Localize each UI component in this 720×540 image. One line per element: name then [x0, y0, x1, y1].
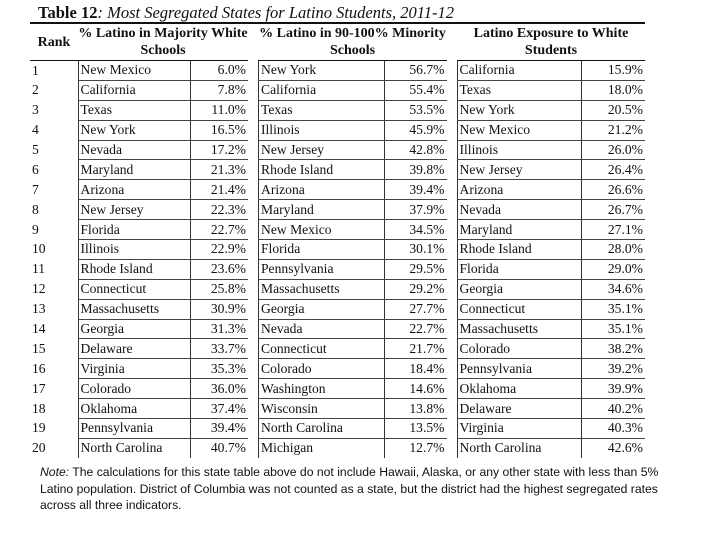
exposure-percent: 40.2%	[581, 399, 645, 419]
table-row	[30, 339, 645, 359]
exposure-state: Connecticut	[457, 299, 581, 319]
column-gap	[447, 319, 458, 339]
minority-school-percent: 13.5%	[385, 419, 447, 439]
header-majority-white: % Latino in Majority White Schools	[78, 23, 248, 61]
exposure-percent: 34.6%	[581, 279, 645, 299]
table-row	[30, 240, 645, 260]
majority-white-percent: 22.3%	[190, 200, 248, 220]
rank-cell: 17	[32, 380, 46, 396]
majority-white-percent: 23.6%	[190, 259, 248, 279]
exposure-state: Texas	[457, 80, 581, 100]
majority-white-percent: 33.7%	[190, 339, 248, 359]
segregation-table	[30, 22, 645, 458]
rank-cell: 16	[32, 360, 46, 376]
column-gap	[248, 80, 259, 100]
rank-cell: 20	[32, 440, 46, 456]
column-gap	[248, 438, 259, 457]
table-row	[30, 220, 645, 240]
exposure-percent: 39.9%	[581, 379, 645, 399]
minority-school-percent: 42.8%	[385, 140, 447, 160]
majority-white-state: Florida	[78, 220, 190, 240]
table-label: Table 12	[38, 3, 98, 22]
column-gap	[447, 438, 458, 457]
minority-school-state: Illinois	[259, 120, 385, 140]
minority-school-percent: 29.5%	[385, 259, 447, 279]
column-gap	[248, 140, 259, 160]
column-gap	[447, 379, 458, 399]
minority-school-percent: 21.7%	[385, 339, 447, 359]
exposure-state: Rhode Island	[457, 240, 581, 260]
column-gap	[248, 399, 259, 419]
exposure-percent: 15.9%	[581, 61, 645, 81]
minority-school-state: North Carolina	[259, 419, 385, 439]
column-gap	[447, 339, 458, 359]
table-row	[30, 160, 645, 180]
table-row	[30, 419, 645, 439]
minority-school-percent: 37.9%	[385, 200, 447, 220]
table-row	[30, 61, 645, 81]
column-gap	[447, 240, 458, 260]
minority-school-percent: 22.7%	[385, 319, 447, 339]
column-gap	[447, 140, 458, 160]
note-label: Note:	[40, 465, 70, 479]
column-gap	[447, 279, 458, 299]
rank-cell: 15	[32, 340, 46, 356]
majority-white-percent: 39.4%	[190, 419, 248, 439]
minority-school-state: Arizona	[259, 180, 385, 200]
table-row	[30, 100, 645, 120]
majority-white-state: Illinois	[78, 240, 190, 260]
majority-white-percent: 21.4%	[190, 180, 248, 200]
exposure-percent: 29.0%	[581, 259, 645, 279]
minority-school-state: Georgia	[259, 299, 385, 319]
majority-white-state: Colorado	[78, 379, 190, 399]
exposure-state: New Jersey	[457, 160, 581, 180]
table-row	[30, 399, 645, 419]
rank-cell: 19	[32, 420, 46, 436]
majority-white-percent: 16.5%	[190, 120, 248, 140]
exposure-percent: 21.2%	[581, 120, 645, 140]
exposure-percent: 18.0%	[581, 80, 645, 100]
table-row	[30, 438, 645, 457]
exposure-percent: 42.6%	[581, 438, 645, 457]
majority-white-state: Georgia	[78, 319, 190, 339]
column-gap	[248, 419, 259, 439]
exposure-state: Georgia	[457, 279, 581, 299]
note-text: The calculations for this state table above do not include Hawaii, Alaska, or any other state with less than 5% Latino population. District of Columbia was not counted as a state, but the district had the highest segregated rates across all three indicators.	[40, 465, 659, 512]
minority-school-percent: 18.4%	[385, 359, 447, 379]
rank-cell: 1	[32, 62, 39, 78]
majority-white-state: Texas	[78, 100, 190, 120]
exposure-state: Colorado	[457, 339, 581, 359]
rank-cell: 9	[32, 221, 39, 237]
column-gap	[447, 120, 458, 140]
minority-school-percent: 30.1%	[385, 240, 447, 260]
minority-school-state: Pennsylvania	[259, 259, 385, 279]
column-gap	[447, 200, 458, 220]
rank-cell: 4	[32, 122, 39, 138]
majority-white-percent: 35.3%	[190, 359, 248, 379]
header-row	[30, 23, 645, 61]
majority-white-state: Oklahoma	[78, 399, 190, 419]
column-gap	[248, 160, 259, 180]
table-row	[30, 319, 645, 339]
table-row	[30, 120, 645, 140]
exposure-state: Oklahoma	[457, 379, 581, 399]
minority-school-state: Florida	[259, 240, 385, 260]
exposure-percent: 39.2%	[581, 359, 645, 379]
rank-cell: 12	[32, 281, 46, 297]
exposure-percent: 20.5%	[581, 100, 645, 120]
exposure-state: New York	[457, 100, 581, 120]
minority-school-state: Washington	[259, 379, 385, 399]
majority-white-percent: 11.0%	[190, 100, 248, 120]
column-gap	[248, 220, 259, 240]
table-row	[30, 359, 645, 379]
table-row	[30, 299, 645, 319]
exposure-state: New Mexico	[457, 120, 581, 140]
column-gap	[447, 299, 458, 319]
header-minority-schools: % Latino in 90-100% Minority Schools	[259, 23, 447, 61]
column-gap	[248, 319, 259, 339]
minority-school-percent: 53.5%	[385, 100, 447, 120]
majority-white-percent: 22.9%	[190, 240, 248, 260]
rank-cell: 13	[32, 301, 46, 317]
table-row	[30, 80, 645, 100]
majority-white-percent: 21.3%	[190, 160, 248, 180]
rank-cell: 8	[32, 201, 39, 217]
header-exposure: Latino Exposure to White Students	[457, 23, 645, 61]
minority-school-state: Massachusetts	[259, 279, 385, 299]
minority-school-percent: 14.6%	[385, 379, 447, 399]
rank-cell: 7	[32, 181, 39, 197]
exposure-percent: 27.1%	[581, 220, 645, 240]
table-caption: : Most Segregated States for Latino Students, 2011-12	[97, 3, 455, 22]
majority-white-state: California	[78, 80, 190, 100]
column-gap	[447, 259, 458, 279]
minority-school-state: Connecticut	[259, 339, 385, 359]
column-gap	[248, 259, 259, 279]
minority-school-state: California	[259, 80, 385, 100]
column-gap	[248, 61, 259, 81]
rank-cell: 10	[32, 241, 46, 257]
minority-school-percent: 12.7%	[385, 438, 447, 457]
majority-white-percent: 30.9%	[190, 299, 248, 319]
exposure-state: Maryland	[457, 220, 581, 240]
column-gap	[248, 279, 259, 299]
column-gap	[248, 100, 259, 120]
minority-school-percent: 45.9%	[385, 120, 447, 140]
exposure-percent: 38.2%	[581, 339, 645, 359]
minority-school-state: New Mexico	[259, 220, 385, 240]
table-row	[30, 279, 645, 299]
column-gap	[248, 240, 259, 260]
majority-white-percent: 40.7%	[190, 438, 248, 457]
exposure-state: Florida	[457, 259, 581, 279]
rank-cell: 18	[32, 400, 46, 416]
exposure-percent: 35.1%	[581, 319, 645, 339]
exposure-state: Illinois	[457, 140, 581, 160]
majority-white-percent: 31.3%	[190, 319, 248, 339]
exposure-state: Delaware	[457, 399, 581, 419]
table-body	[30, 61, 645, 458]
rank-cell: 5	[32, 142, 39, 157]
column-gap	[447, 80, 458, 100]
table-row	[30, 259, 645, 279]
minority-school-state: Colorado	[259, 359, 385, 379]
majority-white-state: New Jersey	[78, 200, 190, 220]
minority-school-state: Maryland	[259, 200, 385, 220]
exposure-percent: 26.6%	[581, 180, 645, 200]
majority-white-state: Virginia	[78, 359, 190, 379]
rank-cell: 2	[32, 82, 39, 98]
minority-school-percent: 34.5%	[385, 220, 447, 240]
header-gap	[248, 23, 259, 61]
majority-white-percent: 7.8%	[190, 80, 248, 100]
minority-school-percent: 39.8%	[385, 160, 447, 180]
exposure-percent: 26.4%	[581, 160, 645, 180]
minority-school-percent: 39.4%	[385, 180, 447, 200]
column-gap	[447, 61, 458, 81]
exposure-percent: 35.1%	[581, 299, 645, 319]
column-gap	[447, 399, 458, 419]
rank-cell: 3	[32, 102, 39, 118]
majority-white-state: Rhode Island	[78, 259, 190, 279]
majority-white-state: New Mexico	[78, 61, 190, 81]
minority-school-percent: 29.2%	[385, 279, 447, 299]
majority-white-state: Pennsylvania	[78, 419, 190, 439]
majority-white-state: New York	[78, 120, 190, 140]
exposure-state: Arizona	[457, 180, 581, 200]
column-gap	[248, 200, 259, 220]
minority-school-state: New Jersey	[259, 140, 385, 160]
column-gap	[447, 180, 458, 200]
column-gap	[248, 379, 259, 399]
column-gap	[447, 359, 458, 379]
column-gap	[248, 120, 259, 140]
column-gap	[447, 160, 458, 180]
majority-white-percent: 22.7%	[190, 220, 248, 240]
table-row	[30, 379, 645, 399]
minority-school-state: Nevada	[259, 319, 385, 339]
column-gap	[248, 359, 259, 379]
exposure-state: North Carolina	[457, 438, 581, 457]
table-note	[40, 464, 680, 514]
majority-white-state: Massachusetts	[78, 299, 190, 319]
rank-cell: 14	[32, 321, 46, 337]
column-gap	[248, 180, 259, 200]
exposure-state: Pennsylvania	[457, 359, 581, 379]
exposure-percent: 28.0%	[581, 240, 645, 260]
minority-school-state: New York	[259, 61, 385, 81]
majority-white-percent: 36.0%	[190, 379, 248, 399]
majority-white-percent: 25.8%	[190, 279, 248, 299]
exposure-percent: 26.0%	[581, 140, 645, 160]
column-gap	[447, 100, 458, 120]
majority-white-state: Delaware	[78, 339, 190, 359]
exposure-state: Virginia	[457, 419, 581, 439]
exposure-state: California	[457, 61, 581, 81]
column-gap	[248, 299, 259, 319]
majority-white-percent: 6.0%	[190, 61, 248, 81]
minority-school-percent: 55.4%	[385, 80, 447, 100]
table-title	[38, 3, 454, 23]
column-gap	[248, 339, 259, 359]
minority-school-state: Michigan	[259, 438, 385, 457]
header-gap	[447, 23, 458, 61]
minority-school-state: Rhode Island	[259, 160, 385, 180]
rank-cell: 11	[32, 261, 46, 277]
minority-school-percent: 13.8%	[385, 399, 447, 419]
minority-school-state: Texas	[259, 100, 385, 120]
column-gap	[447, 220, 458, 240]
majority-white-percent: 17.2%	[190, 140, 248, 160]
minority-school-percent: 56.7%	[385, 61, 447, 81]
minority-school-state: Wisconsin	[259, 399, 385, 419]
majority-white-state: Nevada	[78, 140, 190, 160]
table-row	[30, 140, 645, 160]
majority-white-state: North Carolina	[78, 438, 190, 457]
majority-white-state: Arizona	[78, 180, 190, 200]
exposure-state: Nevada	[457, 200, 581, 220]
header-rank: Rank	[30, 23, 78, 61]
exposure-percent: 26.7%	[581, 200, 645, 220]
exposure-percent: 40.3%	[581, 419, 645, 439]
column-gap	[447, 419, 458, 439]
minority-school-percent: 27.7%	[385, 299, 447, 319]
table-row	[30, 200, 645, 220]
table-row	[30, 180, 645, 200]
rank-cell: 6	[32, 161, 39, 177]
exposure-state: Massachusetts	[457, 319, 581, 339]
majority-white-state: Maryland	[78, 160, 190, 180]
majority-white-state: Connecticut	[78, 279, 190, 299]
majority-white-percent: 37.4%	[190, 399, 248, 419]
